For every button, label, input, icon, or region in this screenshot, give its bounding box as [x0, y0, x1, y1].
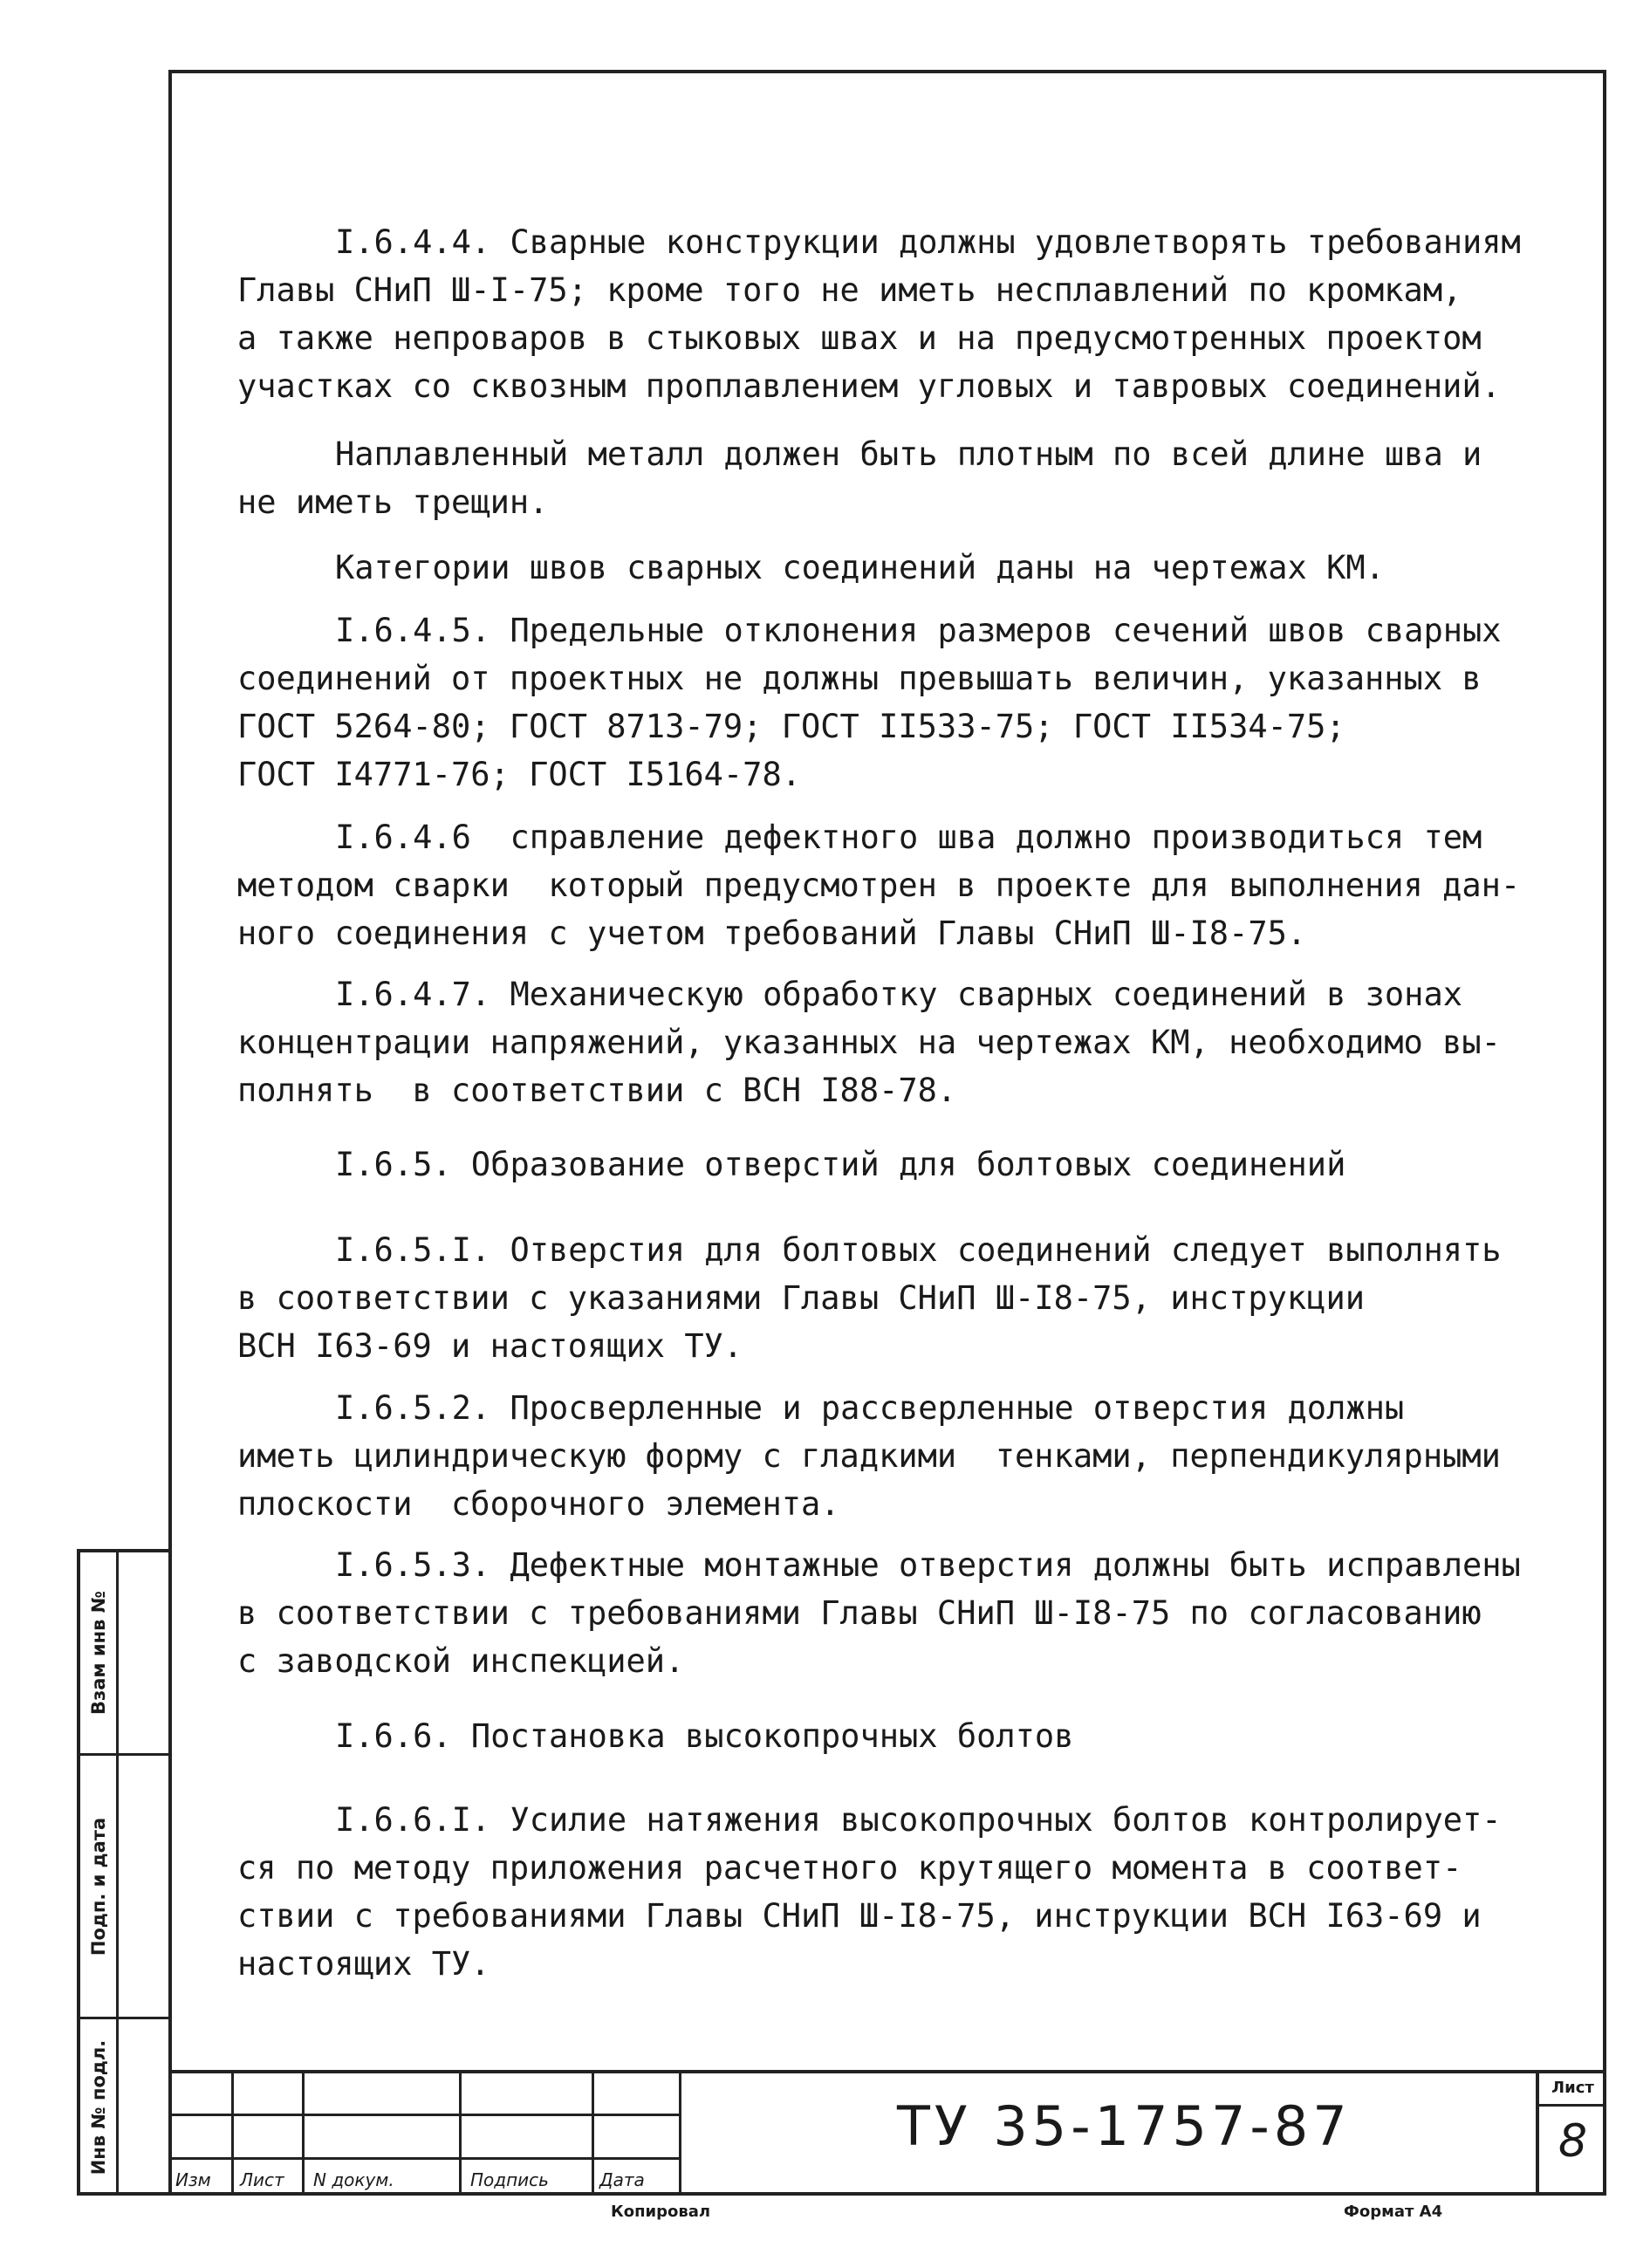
paragraph: I.6.6. Постановка высокопрочных болтов	[335, 1717, 1074, 1755]
paragraph: I.6.5.I. Отверстия для болтовых соединений следует выполнять в соответствии с указаниями Главы СНиП Ш-I8-75, инструкции ВСН I63-69 и настоящих ТУ.	[237, 1231, 1502, 1365]
sheet-number: 8	[1558, 2115, 1588, 2168]
paragraph: I.6.4.6 справление дефектного шва должно производиться тем методом сварки который предусмотрен в проекте для выполнения дан- ного соединения с учетом требований Главы СНиП Ш-I8-75.	[237, 819, 1521, 952]
document-code: ТУ 35-1757-87	[897, 2094, 1352, 2158]
paragraph: Категории швов сварных соединений даны на чертежах КМ.	[335, 549, 1385, 586]
copied-by-label: Копировал	[611, 2203, 711, 2221]
paragraph: I.6.4.4. Сварные конструкции должны удовлетворять требованиям Главы СНиП Ш-I-75; кроме того не иметь несплавлений по кромкам, а также непроваров в стыковых швах и на предусмотренных проектом участках со сквозным проплавлением угловых и тавровых соединений.	[237, 223, 1521, 405]
paragraph: I.6.5.3. Дефектные монтажные отверстия должны быть исправлены в соответствии с требованиями Главы СНиП Ш-I8-75 по согласованию с заводской инспекцией.	[237, 1546, 1521, 1680]
side-cell-signature	[80, 1756, 168, 2019]
sheet-number-box	[1536, 2070, 1606, 2196]
paragraph: I.6.5.2. Просверленные и рассверленные отверстия должны иметь цилиндрическую форму с гладкими тенками, перпендикулярными плоскости сборочного элемента.	[237, 1389, 1501, 1523]
title-block	[168, 2070, 1606, 2196]
sheet-label: Лист	[1539, 2070, 1606, 2107]
title-block-label: Подпись	[470, 2169, 549, 2190]
side-label: Взам инв №	[87, 1591, 109, 1715]
title-block-label: Дата	[599, 2169, 645, 2190]
title-block-label: Лист	[240, 2169, 284, 2190]
paragraph: I.6.4.5. Предельные отклонения размеров сечений швов сварных соединений от проектных не должны превышать величин, указанных в ГОСТ 5264-80; ГОСТ 8713-79; ГОСТ II533-75; ГОСТ II534-75; ГОСТ I4771-76; ГОСТ I5164-78.	[237, 612, 1502, 793]
side-cell-original	[80, 2019, 168, 2196]
side-cell-replacement	[80, 1552, 168, 1756]
paragraph: Наплавленный металл должен быть плотным по всей длине шва и не иметь трещин.	[237, 435, 1482, 521]
format-label: Формат А4	[1344, 2203, 1443, 2221]
title-block-label: N докум.	[313, 2169, 394, 2190]
paragraph: I.6.5. Образование отверстий для болтовых соединений	[335, 1146, 1346, 1183]
side-label: Инв № подл.	[87, 2039, 109, 2175]
side-label: Подп. и дата	[87, 1817, 109, 1956]
title-block-label: Изм	[175, 2169, 211, 2190]
paragraph: I.6.4.7. Механическую обработку сварных соединений в зонах концентрации напряжений, указанных на чертежах КМ, необходимо вы- полнять в соответствии с ВСН I88-78.	[237, 976, 1501, 1109]
side-stamp-strip	[77, 1549, 168, 2196]
paragraph: I.6.6.I. Усилие натяжения высокопрочных болтов контролирует- ся по методу приложения расчетного крутящего момента в соответ- ствии с требованиями Главы СНиП Ш-I8-75, инструкции ВСН I63-69 и настоящих ТУ.	[237, 1801, 1502, 1983]
